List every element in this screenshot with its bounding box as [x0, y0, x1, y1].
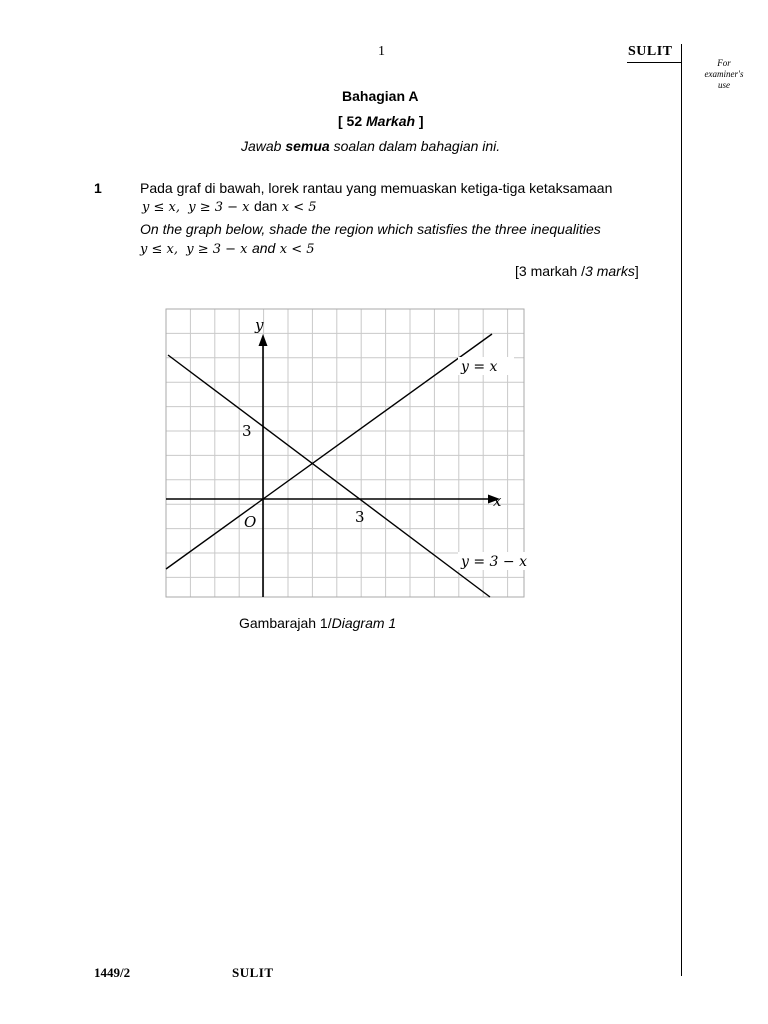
footer-sulit: SULIT [232, 965, 274, 980]
section-instruction: Jawab semua soalan dalam bahagian ini. [241, 138, 501, 154]
examiner-note: For examiner's use [704, 58, 744, 90]
line-label-y-equals-x: y = x [461, 359, 498, 375]
diagram-caption: Gambarajah 1/Diagram 1 [239, 615, 397, 631]
question-text-en: On the graph below, shade the region which satisfies the three inequalities [140, 221, 601, 237]
margin-rule [681, 44, 682, 976]
origin-label: O [244, 513, 257, 531]
sulit-header: SULIT [628, 44, 673, 59]
question-text-ms: Pada graf di bawah, lorek rantau yang memuaskan ketiga-tiga ketaksamaan [140, 180, 613, 196]
header-rule [627, 62, 682, 63]
y-tick-3: 3 [242, 422, 252, 440]
inequalities-ms: y ≤ x, y ≥ 3 − x dan x < 5 [142, 198, 317, 215]
line-y-equals-3-minus-x [168, 355, 490, 597]
section-title: Bahagian A [342, 88, 419, 104]
line-label-y-equals-3-minus-x: y = 3 − x [461, 554, 527, 570]
x-tick-3: 3 [355, 508, 365, 526]
footer-code: 1449/2 [94, 965, 131, 980]
section-marks: [ 52 Markah ] [338, 113, 424, 129]
page-number: 1 [378, 44, 385, 59]
x-axis-label: x [493, 492, 502, 510]
question-number: 1 [94, 180, 102, 196]
y-axis-arrow [259, 334, 268, 346]
graph-diagram [140, 300, 560, 610]
y-axis-label: y [255, 316, 264, 334]
inequalities-en: y ≤ x, y ≥ 3 − x and x < 5 [140, 240, 315, 257]
question-marks: [3 markah /3 marks] [515, 263, 639, 279]
